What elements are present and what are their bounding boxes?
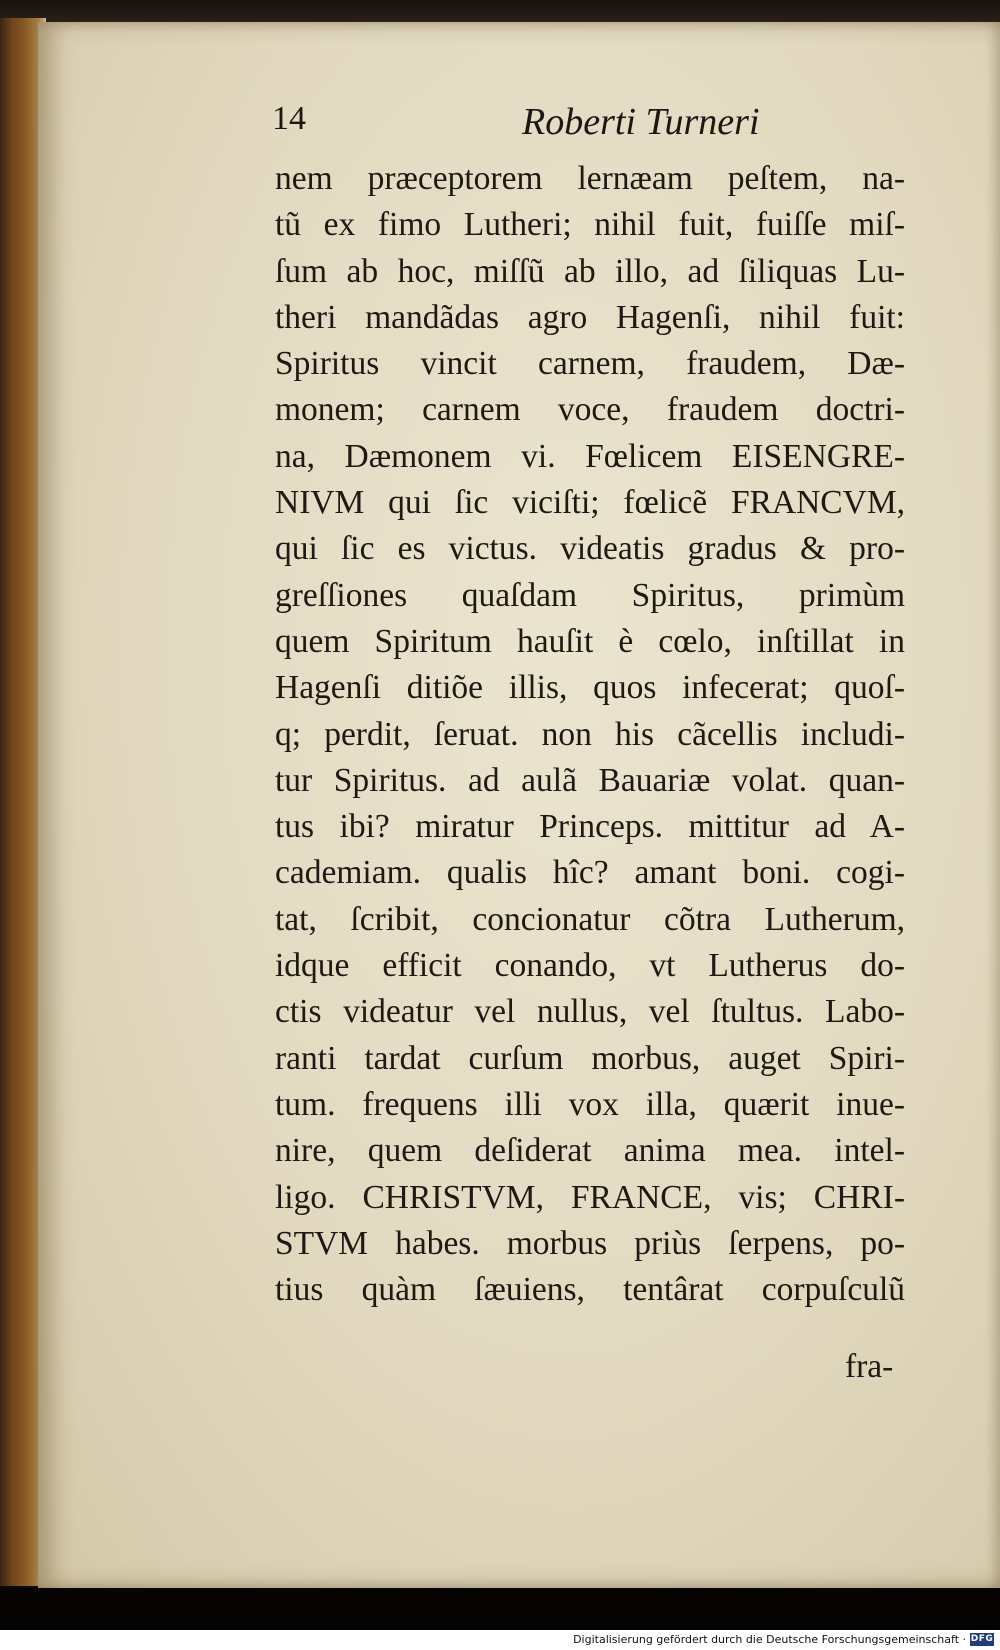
top-edge xyxy=(0,0,1000,22)
text-line: ranti tardat curſum morbus, auget Spiri- xyxy=(275,1039,905,1077)
text-line: tũ ex fimo Lutheri; nihil fuit, fuiſſe miſ- xyxy=(275,206,905,244)
text-line: cademiam. qualis hîc? amant boni. cogi- xyxy=(275,854,905,892)
text-line: nire, quem deſiderat anima mea. intel- xyxy=(275,1132,905,1170)
text-line: theri mandãdas agro Hagenſi, nihil fuit: xyxy=(275,298,905,336)
text-line: Hagenſi ditiõe illis, quos infecerat; quoſ- xyxy=(275,669,905,707)
text-line: tius quàm ſæuiens, tentârat corpuſculũ xyxy=(275,1271,905,1309)
text-line: Spiritus vincit carnem, fraudem, Dæ- xyxy=(275,345,905,383)
text-line: STVM habes. morbus priùs ſerpens, po- xyxy=(275,1224,905,1262)
page-number: 14 xyxy=(272,100,306,137)
text-line: tur Spiritus. ad aulã Bauariæ volat. quan- xyxy=(275,761,905,799)
text-line: ligo. CHRISTVM, FRANCE, vis; CHRI- xyxy=(275,1178,905,1216)
running-head: Roberti Turneri xyxy=(522,101,760,143)
funding-credit-text: Digitalisierung gefördert durch die Deutsche Forschungsgemeinschaft · xyxy=(573,1633,966,1646)
scan-bottom-band xyxy=(0,1588,1000,1630)
text-line: na, Dæmonem vi. Fœlicem EISENGRE- xyxy=(275,437,905,475)
text-line: NIVM qui ſic viciſti; fœlicẽ FRANCVM, xyxy=(275,484,905,522)
text-line: ſum ab hoc, miſſũ ab illo, ad ſiliquas Lu- xyxy=(275,252,905,290)
dfg-logo-icon: DFG xyxy=(970,1634,994,1644)
text-line: nem præceptorem lernæam peſtem, na- xyxy=(275,160,905,197)
text-line: q; perdit, ſeruat. non his cãcellis includi- xyxy=(275,715,905,753)
text-line: monem; carnem voce, fraudem doctri- xyxy=(275,391,905,429)
page-header xyxy=(272,100,792,150)
text-line: quem Spiritum hauſit è cœlo, inſtillat in xyxy=(275,622,905,660)
text-line: tum. frequens illi vox illa, quærit inue- xyxy=(275,1085,905,1123)
text-line: ctis videatur vel nullus, vel ſtultus. Labo- xyxy=(275,993,905,1031)
text-line: tus ibi? miratur Princeps. mittitur ad A- xyxy=(275,808,905,846)
text-line: greſſiones quaſdam Spiritus, primùm xyxy=(275,576,905,614)
text-line: qui ſic es victus. videatis gradus & pro- xyxy=(275,530,905,568)
catchword: fra- xyxy=(845,1348,894,1385)
funding-footer xyxy=(0,1630,1000,1650)
text-line: tat, ſcribit, concionatur cõtra Lutherum, xyxy=(275,900,905,938)
body-text xyxy=(275,156,905,1313)
text-line: idque efficit conando, vt Lutherus do- xyxy=(275,947,905,985)
